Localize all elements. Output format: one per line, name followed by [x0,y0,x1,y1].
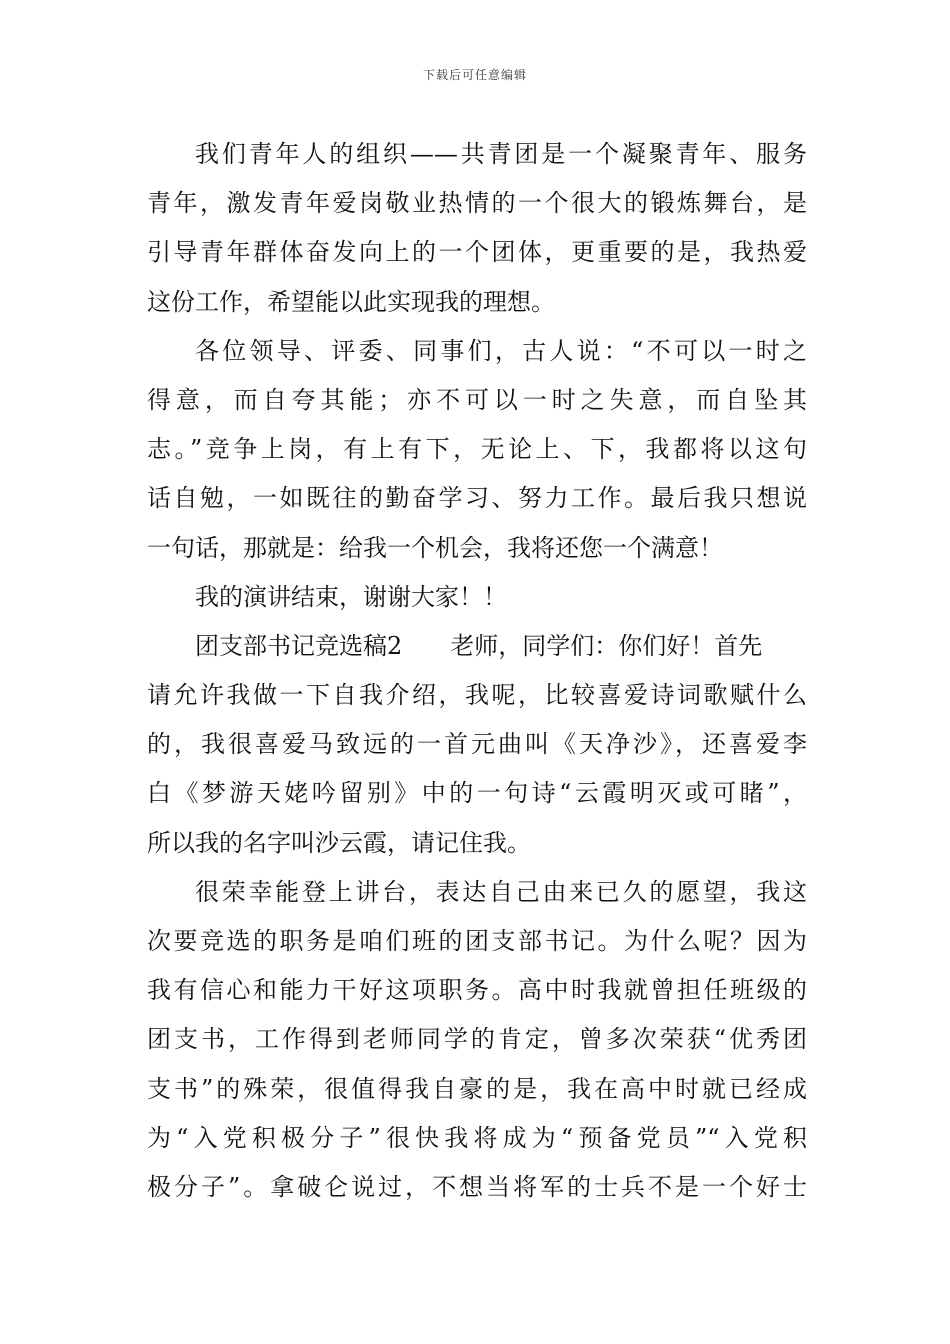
section-title: 团支部书记竞选稿2 [195,631,403,660]
paragraph-line: 请允许我做一下自我介绍，我呢，比较喜爱诗词歌赋什么 [147,681,807,710]
paragraph-line: 次要竞选的职务是咱们班的团支部书记。为什么呢？因为 [147,927,807,955]
paragraph-line: 为“入党积极分子”很快我将成为“预备党员”“入党积 [147,1123,807,1152]
paragraph-line: 我有信心和能力干好这项职务。高中时我就曾担任班级的 [147,976,807,1005]
paragraph-line: 支书”的殊荣，很值得我自豪的是，我在高中时就已经成 [147,1074,807,1103]
document-body [147,130,807,1212]
paragraph-line: 所以我的名字叫沙云霞，请记住我。 [147,828,531,857]
paragraph-line: 得意，而自夸其能；亦不可以一时之失意，而自坠其 [147,385,807,414]
paragraph-line: 团支书，工作得到老师同学的肯定，曾多次荣获“优秀团 [147,1025,807,1054]
page-header: 下载后可任意编辑 [422,68,527,82]
paragraph-line: 很荣幸能登上讲台，表达自己由来已久的愿望，我这 [195,877,807,906]
paragraph-line: 白《梦游天姥吟留别》中的一句诗“云霞明灭或可睹”， [147,779,807,808]
paragraph-line: 志。”竞争上岗，有上有下，无论上、下，我都将以这句 [147,435,807,464]
paragraph-line: 一句话，那就是：给我一个机会，我将还您一个满意！ [147,533,723,562]
paragraph-text: 老师，同学们：你们好！首先 [450,631,763,660]
paragraph-line: 青年，激发青年爱岗敬业热情的一个很大的锻炼舞台，是 [147,189,807,218]
paragraph-line: 话自勉，一如既往的勤奋学习、努力工作。最后我只想说 [147,484,807,513]
paragraph-line: 引导青年群体奋发向上的一个团体，更重要的是，我热爱 [147,238,807,267]
paragraph-line: 的，我很喜爱马致远的一首元曲叫《天净沙》，还喜爱李 [147,730,807,759]
paragraph-line: 我们青年人的组织——共青团是一个凝聚青年、服务 [195,140,807,168]
paragraph-line: 我的演讲结束，谢谢大家！！ [195,582,507,611]
paragraph-line: 各位领导、评委、同事们，古人说：“不可以一时之 [195,336,807,365]
paragraph-line: 极分子”。拿破仑说过，不想当将军的士兵不是一个好士 [147,1172,807,1201]
paragraph-line [147,622,807,671]
paragraph-line: 这份工作，希望能以此实现我的理想。 [147,287,555,316]
